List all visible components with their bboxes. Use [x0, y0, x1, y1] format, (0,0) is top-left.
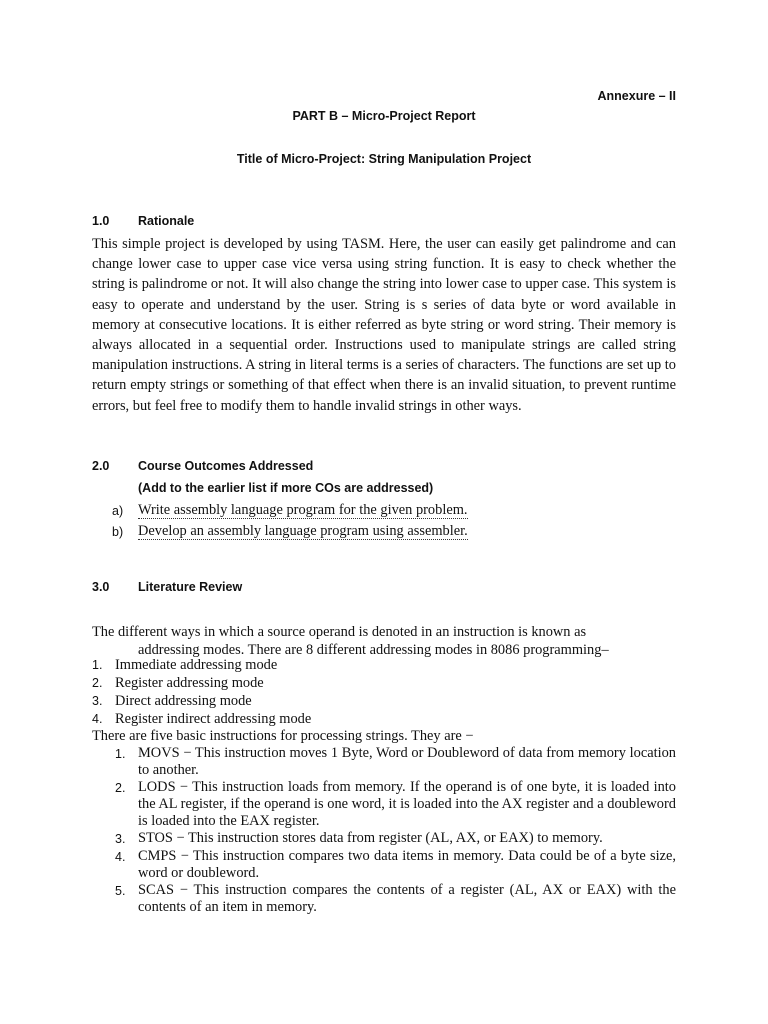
- list-number: 4.: [115, 850, 126, 865]
- string-instructions-list: [115, 745, 676, 916]
- list-text: Write assembly language program for the given problem.: [138, 502, 468, 518]
- list-text: Develop an assembly language program using assembler.: [138, 523, 468, 539]
- list-number: 2.: [115, 781, 126, 796]
- list-item: [92, 710, 311, 728]
- intro-line: addressing modes. There are 8 different addressing modes in 8086 programming–: [138, 642, 609, 658]
- list-item: [92, 656, 311, 674]
- list-number: 3.: [92, 694, 103, 708]
- list-text: LODS − This instruction loads from memory. If the operand is of one byte, it is loaded into the AL register, if the operand is one word, it is loaded into the AX register and a doubleword is loaded into the EAX register.: [138, 779, 676, 829]
- section-number: 3.0: [92, 580, 110, 594]
- rationale-paragraph: This simple project is developed by using TASM. Here, the user can easily get palindrome and can change lower case to upper case vice versa using string function. It is easy to check whether the string is palindrome or not. It will also change the string into lower case to upper case. This system is easy to operate and understand by the user. String is s series of data byte or word available in memory at consecutive locations. It is either referred as byte string or word string. Their memory is always allocated in a sequential order. Instructions used to manipulate strings are called string manipulation instructions. A string in literal terms is a series of characters. The functions are set up to return empty strings or something of that effect when there is an invalid situation, to prevent runtime errors, but feel free to modify them to handle invalid strings in other ways.: [92, 236, 676, 414]
- part-b-heading: PART B – Micro-Project Report: [292, 109, 476, 123]
- section-number: 1.0: [92, 214, 110, 228]
- list-text: Register indirect addressing mode: [115, 710, 312, 727]
- addressing-modes-list: [92, 656, 311, 728]
- list-item: [115, 830, 676, 848]
- section-3-heading: [92, 580, 242, 594]
- list-marker: a): [112, 503, 124, 518]
- section-number: 2.0: [92, 459, 110, 473]
- list-text: Direct addressing mode: [115, 692, 252, 709]
- course-outcomes-list: [112, 500, 468, 542]
- list-item: [115, 745, 676, 779]
- list-text: Immediate addressing mode: [115, 656, 278, 673]
- list-marker: b): [112, 524, 124, 539]
- list-item: [115, 779, 676, 829]
- list-item: [92, 674, 311, 692]
- list-text: CMPS − This instruction compares two data items in memory. Data could be of a byte size, word or doubleword.: [138, 848, 676, 882]
- string-instructions-intro: There are five basic instructions for processing strings. They are −: [92, 728, 474, 744]
- list-number: 2.: [92, 676, 103, 690]
- list-number: 1.: [92, 658, 103, 672]
- list-item: [115, 882, 676, 916]
- list-text: Register addressing mode: [115, 674, 264, 691]
- section-2-heading: [92, 459, 313, 473]
- list-number: 4.: [92, 712, 103, 726]
- literature-intro: [92, 623, 676, 659]
- list-number: 5.: [115, 884, 126, 899]
- list-text: STOS − This instruction stores data from register (AL, AX, or EAX) to memory.: [138, 829, 603, 846]
- annexure-label: Annexure – II: [597, 89, 676, 103]
- list-item: [112, 500, 468, 521]
- course-outcomes-note: (Add to the earlier list if more COs are addressed): [138, 481, 434, 495]
- list-item: [115, 848, 676, 882]
- list-number: 1.: [115, 747, 126, 761]
- section-title: Literature Review: [138, 580, 243, 594]
- list-text: SCAS − This instruction compares the contents of a register (AL, AX or EAX) with the contents of an item in memory.: [138, 882, 676, 916]
- list-item: [92, 692, 311, 710]
- list-text: MOVS − This instruction moves 1 Byte, Word or Doubleword of data from memory location to another.: [138, 745, 676, 778]
- list-number: 3.: [115, 831, 126, 846]
- intro-line: The different ways in which a source operand is denoted in an instruction is known as: [92, 624, 587, 640]
- list-item: [112, 521, 468, 542]
- section-title: Rationale: [138, 214, 195, 228]
- section-1-heading: [92, 214, 194, 228]
- section-title: Course Outcomes Addressed: [138, 459, 314, 473]
- project-title: Title of Micro-Project: String Manipulation Project: [236, 152, 532, 166]
